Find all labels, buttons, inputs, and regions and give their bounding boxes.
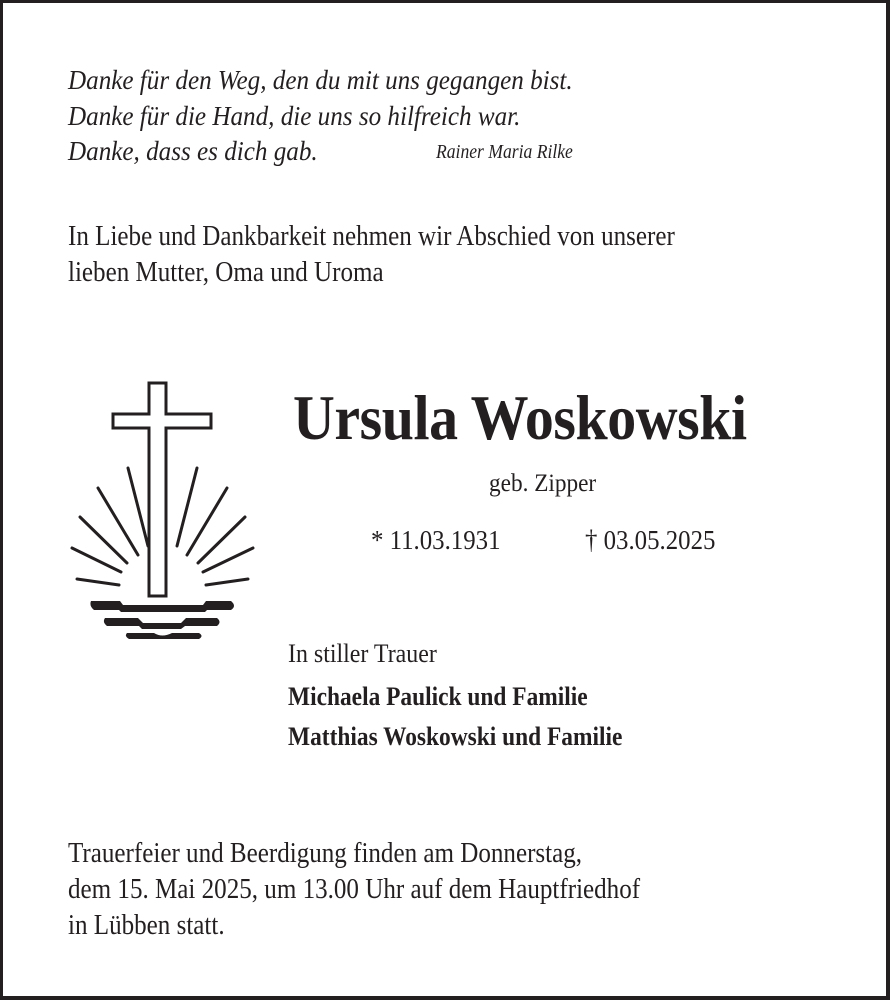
maiden-name: geb. Zipper: [489, 470, 597, 497]
poem-line: Danke für den Weg, den du mit uns gegangen bist.: [68, 65, 573, 95]
mourner: Matthias Woskowski und Familie: [288, 722, 623, 751]
mourners-list: [288, 677, 622, 757]
poem-line: Danke für die Hand, die uns so hilfreich war.: [68, 100, 521, 131]
deceased-name: Ursula Woskowski: [293, 382, 747, 453]
poem-attribution: Rainer Maria Rilke: [436, 141, 573, 163]
birth-date: * 11.03.1931: [371, 525, 501, 555]
intro-line: In Liebe und Dankbarkeit nehmen wir Abschied von unserer: [68, 221, 675, 252]
ceremony-line: dem 15. Mai 2025, um 13.00 Uhr auf dem Hauptfriedhof: [68, 874, 641, 905]
cross-with-sun-rays-and-water-icon: [69, 380, 255, 640]
ceremony-line: in Lübben statt.: [68, 910, 225, 941]
mourning-label: In stiller Trauer: [288, 639, 437, 668]
ceremony-line: Trauerfeier und Beerdigung finden am Donnerstag,: [68, 838, 583, 869]
intro-text: [68, 219, 675, 290]
ceremony-details: [68, 836, 640, 944]
death-date: † 03.05.2025: [585, 525, 716, 555]
intro-line: lieben Mutter, Oma und Uroma: [68, 256, 384, 288]
poem-line: Danke, dass es dich gab.: [68, 136, 318, 166]
mourner: Michaela Paulick und Familie: [288, 682, 588, 711]
